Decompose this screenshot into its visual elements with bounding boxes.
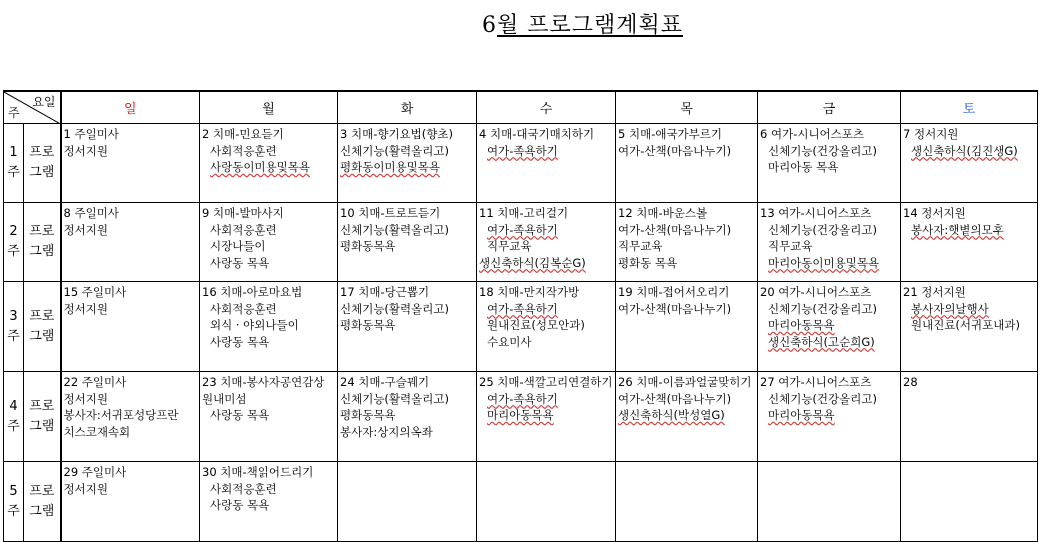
activity-line: 평화동목욕 — [340, 408, 396, 422]
program-label — [24, 124, 61, 203]
day-cell — [61, 372, 200, 462]
activity-line: 8 주일미사 — [63, 206, 119, 220]
activity-line — [479, 222, 615, 239]
activity-line: 24 치매-구슬꿰기 — [340, 375, 430, 389]
week-label — [4, 372, 24, 462]
activity-text: 마리아동목욕 — [768, 408, 835, 422]
program-label-line: 그램 — [29, 328, 55, 344]
activity-text: 여가-족욕하기 — [487, 222, 558, 237]
activity-line: 17 치매-당근뽑기 — [340, 285, 430, 299]
activity-line: 원내미섬 — [202, 391, 247, 406]
program-label-line: 프로 — [29, 398, 55, 414]
week-label — [4, 282, 24, 372]
activity-line: 사회적응훈련 — [210, 143, 277, 158]
activity-line: 27 여가-시니어스포츠 — [760, 375, 872, 389]
week-label — [4, 462, 24, 542]
activity-line: 29 주일미사 — [63, 465, 127, 479]
activity-text: 생신축하식(김진생G) — [911, 143, 1018, 158]
activity-line: 직무교육 — [768, 239, 813, 253]
program-label — [24, 282, 61, 372]
week-label-line: 주 — [7, 503, 20, 519]
activity-line: 26 치매-이름과얼굴맞히기 — [618, 375, 752, 389]
day-cell — [616, 282, 758, 372]
activity-line — [618, 407, 757, 424]
activity-text: 여가-족욕하기 — [487, 143, 558, 158]
day-cell — [200, 124, 338, 203]
activity-line — [760, 255, 900, 272]
activity-line — [760, 334, 900, 351]
activity-line: 25 치매-색깔고리연결하기 — [479, 375, 613, 389]
activity-line: 평화동목욕 — [340, 318, 396, 332]
day-cell — [338, 462, 477, 542]
activity-line: 사랑동 목욕 — [210, 408, 270, 422]
program-label-line: 그램 — [29, 503, 55, 519]
activity-line: 13 여가-시니어스포츠 — [760, 206, 872, 220]
activity-line — [479, 407, 615, 424]
activity-line: 정서지원 — [63, 143, 108, 158]
week-label — [4, 124, 24, 203]
program-label — [24, 372, 61, 462]
activity-line: 외식 · 야외나들이 — [210, 318, 299, 332]
activity-line: 28 — [903, 375, 918, 389]
day-cell — [616, 372, 758, 462]
activity-line: 사회적응훈련 — [210, 222, 277, 237]
day-cell — [901, 372, 1038, 462]
activity-line: 여가-산책(마음나누기) — [618, 391, 732, 406]
activity-line: 사랑동 목욕 — [210, 498, 270, 512]
activity-line: 평화동목욕 — [340, 239, 396, 253]
week-label-line: 3 — [9, 308, 18, 324]
day-cell — [477, 282, 616, 372]
day-header-fri: 금 — [758, 91, 901, 124]
activity-text: 사랑동이미용및목욕 — [210, 160, 310, 174]
activity-line: 20 여가-시니어스포츠 — [760, 285, 872, 299]
activity-line: 14 정서지원 — [903, 206, 966, 220]
activity-line: 원내진료(성모안과) — [487, 318, 585, 332]
activity-line: 평화동 목욕 — [618, 255, 678, 270]
activity-line: 신체기능(활력올리고) — [340, 143, 449, 158]
activity-line: 사랑동 목욕 — [210, 255, 270, 270]
program-label-line: 프로 — [29, 483, 55, 499]
day-cell — [758, 124, 901, 203]
day-cell — [758, 462, 901, 542]
week-row — [4, 372, 1038, 462]
day-cell — [338, 372, 477, 462]
week-label-line: 주 — [7, 165, 20, 180]
activity-line: 신체기능(건강올리고) — [768, 143, 877, 158]
activity-line — [903, 222, 1037, 239]
activity-line: 봉사자:서귀포성당프란 — [63, 408, 179, 422]
day-cell — [338, 124, 477, 203]
week-label-line: 5 — [9, 483, 18, 499]
activity-line: 직무교육 — [487, 239, 532, 253]
activity-line — [479, 255, 615, 272]
activity-line: 11 치매-고리걸기 — [479, 206, 569, 220]
activity-line: 치스코재속회 — [63, 424, 131, 439]
week-label-line: 주 — [7, 328, 20, 344]
activity-line: 22 주일미사 — [63, 375, 127, 389]
header-row — [4, 91, 1038, 124]
activity-line: 9 치매-발마사지 — [202, 206, 284, 220]
day-cell — [616, 462, 758, 542]
activity-line: 16 치매-아로마요법 — [202, 285, 303, 299]
activity-text: 생신축하식(박성열G) — [618, 408, 725, 422]
activity-line: 신체기능(건강올리고) — [768, 301, 877, 316]
day-cell — [477, 462, 616, 542]
activity-line: 30 치매-책읽어드리기 — [202, 465, 314, 479]
activity-line: 23 치매-봉사자공연감상 — [202, 375, 325, 389]
week-row — [4, 462, 1038, 542]
activity-text: 마리아동이미용및목욕 — [768, 255, 880, 270]
activity-line: 18 치매-만지작가방 — [479, 285, 580, 299]
program-table — [3, 90, 1038, 542]
activity-line: 사회적응훈련 — [210, 301, 277, 316]
activity-line — [903, 301, 1037, 318]
activity-text: 여가-족욕하기 — [487, 391, 558, 406]
activity-line: 사회적응훈련 — [210, 481, 277, 496]
week-row — [4, 124, 1038, 203]
day-cell — [200, 462, 338, 542]
activity-line — [479, 143, 615, 160]
ju-label: 주 — [8, 106, 20, 120]
activity-text: 봉사자의날행사 — [911, 301, 989, 316]
activity-line: 21 정서지원 — [903, 285, 966, 299]
page-title: 6월 프로그램계획표 — [482, 13, 684, 38]
activity-line — [202, 159, 337, 176]
program-label-line: 그램 — [29, 418, 55, 434]
program-label — [24, 203, 61, 282]
activity-line: 마리아동 목욕 — [768, 160, 839, 174]
activity-line: 여가-산책(마음나누기) — [618, 222, 732, 237]
activity-line: 3 치매-향기요법(향초) — [340, 127, 453, 141]
activity-line: 6 여가-시니어스포츠 — [760, 127, 864, 141]
week-row — [4, 203, 1038, 282]
activity-line: 신체기능(활력올리고) — [340, 301, 449, 316]
week-label-line: 2 — [9, 224, 18, 239]
activity-line: 2 치매-민요듣기 — [202, 127, 284, 141]
activity-line: 정서지원 — [63, 222, 108, 237]
activity-line: 19 치매-접어서오리기 — [618, 285, 730, 299]
day-cell — [338, 203, 477, 282]
day-cell — [616, 124, 758, 203]
activity-line: 7 정서지원 — [903, 127, 959, 141]
day-cell — [616, 203, 758, 282]
activity-text: 마리아동목욕 — [487, 408, 554, 422]
week-row — [4, 282, 1038, 372]
activity-line: 여가-산책(마음나누기) — [618, 143, 732, 158]
program-label — [24, 462, 61, 542]
program-label-line: 프로 — [29, 308, 55, 324]
activity-line: 15 주일미사 — [63, 285, 127, 299]
program-label-line: 그램 — [29, 244, 55, 259]
week-label-line: 주 — [7, 244, 20, 259]
activity-line: 신체기능(건강올리고) — [768, 391, 877, 406]
activity-line — [340, 159, 476, 176]
activity-line: 10 치매-트로트듣기 — [340, 206, 441, 220]
day-cell — [758, 282, 901, 372]
activity-line — [903, 143, 1037, 160]
activity-line — [479, 391, 615, 408]
day-cell — [758, 203, 901, 282]
day-header-sat: 토 — [901, 91, 1038, 124]
program-label-line: 프로 — [29, 224, 55, 239]
program-label-line: 그램 — [29, 165, 55, 180]
activity-line: 사랑동 목욕 — [210, 334, 270, 349]
activity-text: 생신축하식(김복순G) — [479, 255, 586, 270]
day-header-thu: 목 — [616, 91, 758, 124]
day-cell — [200, 372, 338, 462]
week-label — [4, 203, 24, 282]
day-cell — [200, 203, 338, 282]
activity-line: 시장나들이 — [210, 239, 266, 253]
activity-line: 여가-산책(마음나누기) — [618, 301, 732, 316]
activity-line: 신체기능(건강올리고) — [768, 222, 877, 237]
day-cell — [200, 282, 338, 372]
activity-line: 1 주일미사 — [63, 127, 119, 141]
day-cell — [901, 203, 1038, 282]
week-label-line: 4 — [9, 398, 18, 414]
activity-line: 정서지원 — [63, 301, 108, 316]
activity-line: 신체기능(활력올리고) — [340, 391, 449, 406]
day-cell — [61, 282, 200, 372]
activity-text: 여가-족욕하기 — [487, 301, 558, 316]
day-cell — [901, 462, 1038, 542]
activity-line: 원내진료(서귀포내과) — [911, 318, 1020, 332]
activity-line: 봉사자:상지의옥좌 — [340, 424, 433, 439]
day-cell — [61, 124, 200, 203]
day-cell — [61, 462, 200, 542]
day-header-sun: 일 — [61, 91, 200, 124]
activity-line: 직무교육 — [618, 239, 663, 253]
day-cell — [477, 372, 616, 462]
day-cell — [758, 372, 901, 462]
program-label-line: 프로 — [29, 145, 55, 160]
day-cell — [477, 124, 616, 203]
day-cell — [338, 282, 477, 372]
yoil-label: 요일 — [32, 95, 56, 109]
week-label-line: 주 — [7, 418, 20, 434]
week-label-line: 1 — [9, 145, 18, 160]
activity-text: 생신축하식(고순희G) — [768, 334, 875, 349]
activity-line — [760, 317, 900, 334]
activity-line: 수요미사 — [487, 334, 532, 349]
activity-line — [479, 301, 615, 318]
activity-text: 봉사자:햇볕의모후 — [911, 222, 1004, 237]
day-cell — [477, 203, 616, 282]
activity-line: 12 치매-바운스볼 — [618, 206, 708, 220]
corner-header — [4, 91, 61, 124]
activity-line: 정서지원 — [63, 481, 108, 496]
activity-text: 마리아동목욕 — [768, 318, 835, 332]
day-header-wed: 수 — [477, 91, 616, 124]
activity-line: 4 치매-대국기매치하기 — [479, 127, 595, 141]
day-cell — [901, 282, 1038, 372]
day-cell — [61, 203, 200, 282]
activity-line — [760, 407, 900, 424]
day-header-mon: 월 — [200, 91, 338, 124]
activity-line: 정서지원 — [63, 391, 108, 406]
day-cell — [901, 124, 1038, 203]
day-header-tue: 화 — [338, 91, 477, 124]
activity-line: 5 치매-애국가부르기 — [618, 127, 722, 141]
activity-text: 평화동이미용및목욕 — [340, 160, 440, 174]
activity-line: 신체기능(활력올리고) — [340, 222, 449, 237]
